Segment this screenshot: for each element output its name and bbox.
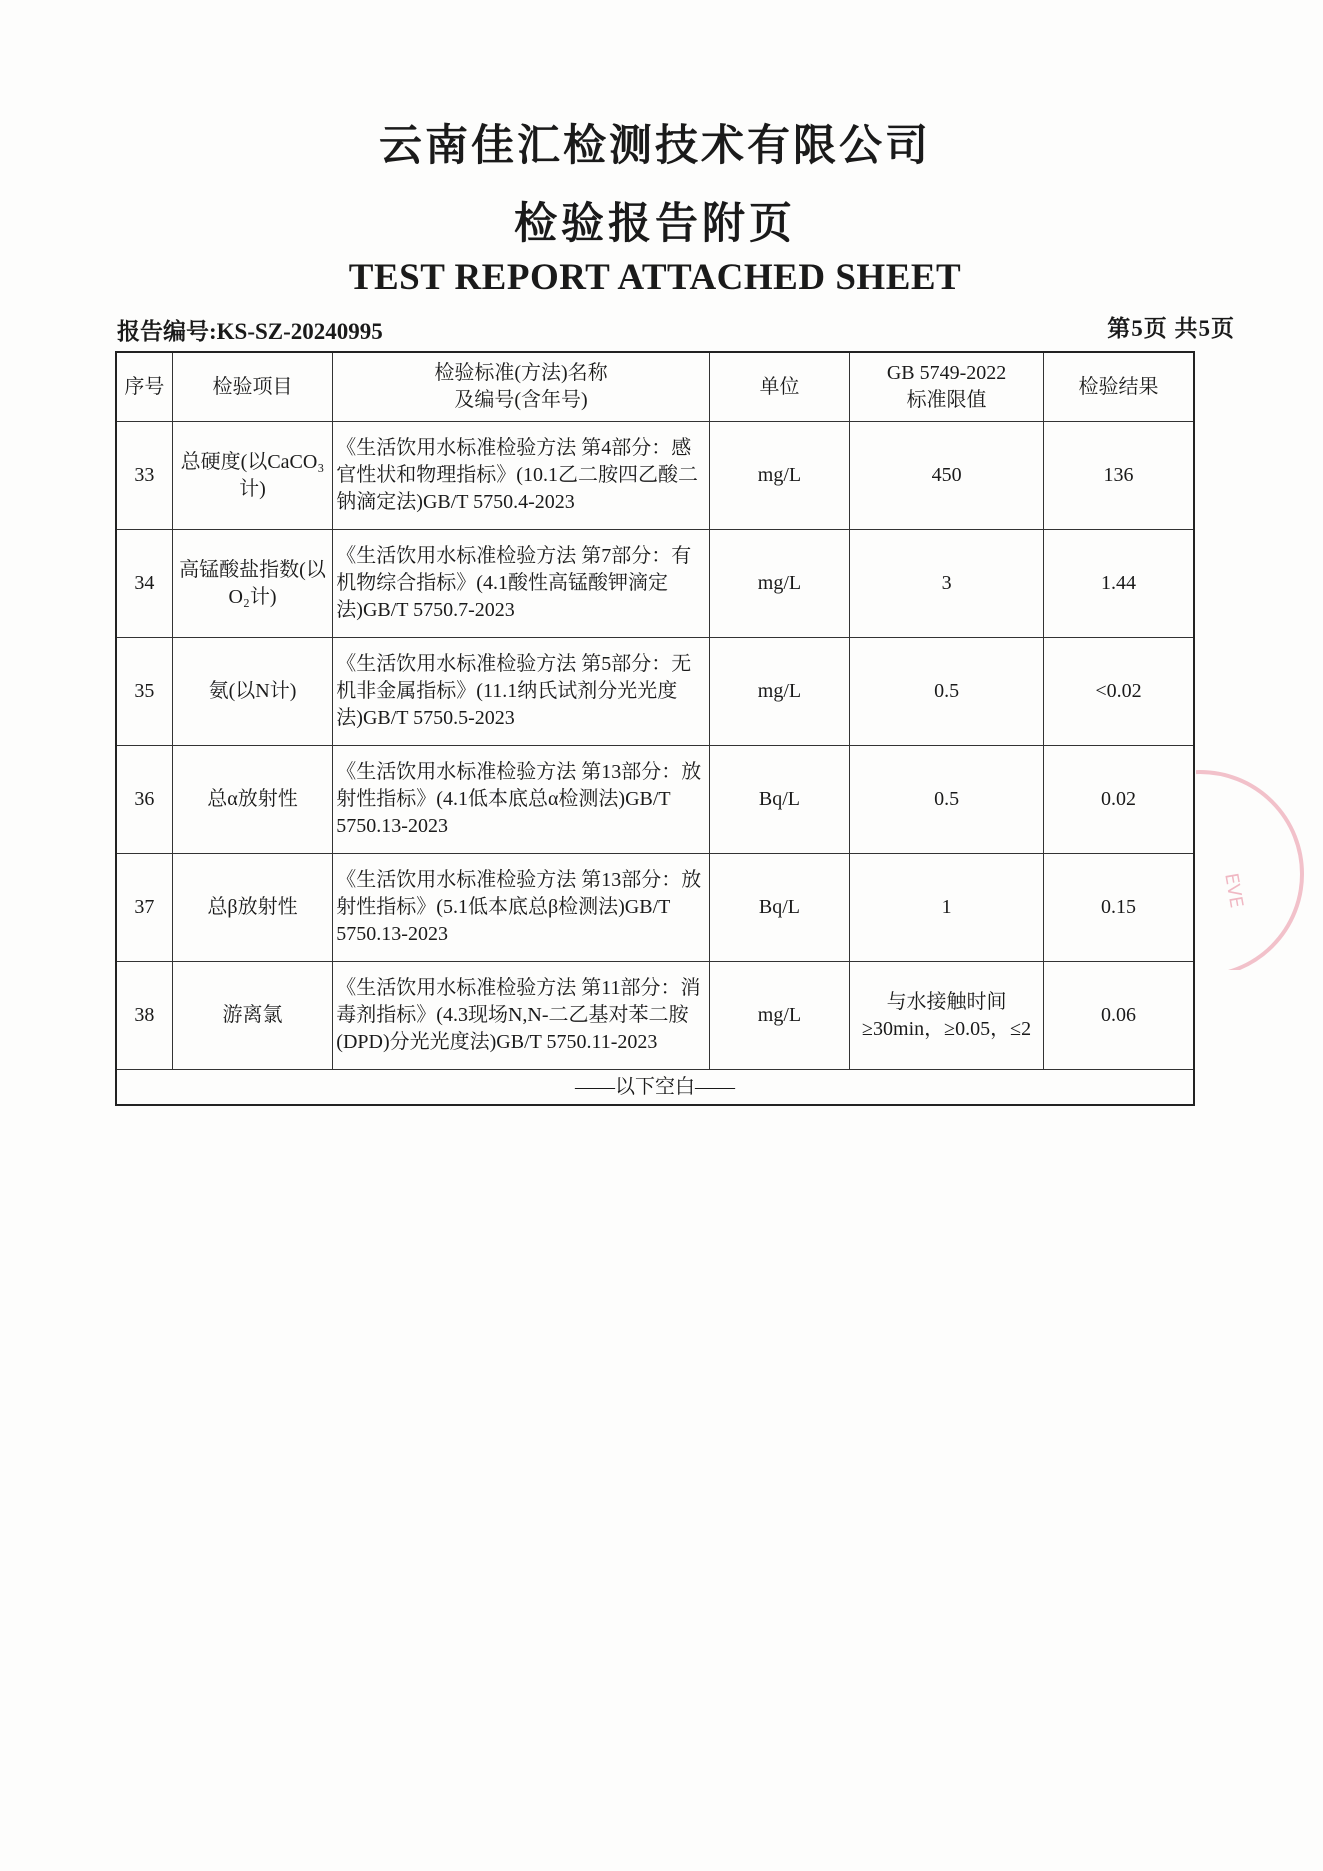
cell-result: 136 <box>1043 422 1194 530</box>
seal-text: EVE <box>1220 871 1247 910</box>
header-unit: 单位 <box>709 352 850 422</box>
cell-standard: 《生活饮用水标准检验方法 第13部分：放射性指标》(4.1低本底总α检测法)GB/T 5750.13-2023 <box>333 746 709 854</box>
page-number: 第5页 共5页 <box>1107 316 1235 341</box>
cell-unit: Bq/L <box>709 854 850 962</box>
document-title-english: TEST REPORT ATTACHED SHEET <box>348 257 962 298</box>
cell-item: 氨(以N计) <box>172 638 333 746</box>
table-row <box>116 746 1194 854</box>
cell-result: 0.02 <box>1043 746 1194 854</box>
cell-item: 总α放射性 <box>172 746 333 854</box>
seal-ring <box>1196 770 1304 970</box>
header-standard-line1: 检验标准(方法)名称 <box>434 362 608 384</box>
cell-seq: 34 <box>116 530 172 638</box>
cell-limit: 0.5 <box>850 746 1044 854</box>
cell-limit: 3 <box>850 530 1044 638</box>
table-row <box>116 530 1194 638</box>
header-result: 检验结果 <box>1043 352 1194 422</box>
cell-unit: mg/L <box>709 530 850 638</box>
cell-limit: 0.5 <box>850 638 1044 746</box>
cell-item: 总硬度(以CaCO₃计) <box>172 422 333 530</box>
header-limit-line2: 标准限值 <box>906 389 987 411</box>
table-row <box>116 638 1194 746</box>
header-standard <box>333 352 709 422</box>
table-row <box>116 962 1194 1070</box>
cell-seq: 37 <box>116 854 172 962</box>
table-row <box>116 422 1194 530</box>
table-footer-row <box>116 1070 1194 1106</box>
header-seq: 序号 <box>116 352 172 422</box>
cell-item: 游离氯 <box>172 962 333 1070</box>
results-table <box>115 351 1195 1106</box>
cell-standard: 《生活饮用水标准检验方法 第11部分：消毒剂指标》(4.3现场N,N-二乙基对苯二胺(DPD)分光光度法)GB/T 5750.11-2023 <box>333 962 709 1070</box>
header-limit-line1: GB 5749-2022 <box>886 362 1007 384</box>
cell-result: 1.44 <box>1043 530 1194 638</box>
cell-result: 0.06 <box>1043 962 1194 1070</box>
cell-item: 高锰酸盐指数(以O₂计) <box>172 530 333 638</box>
cell-result: 0.15 <box>1043 854 1194 962</box>
cell-standard: 《生活饮用水标准检验方法 第13部分：放射性指标》(5.1低本底总β检测法)GB/T 5750.13-2023 <box>333 854 709 962</box>
header-standard-line2: 及编号(含年号) <box>454 389 588 411</box>
blank-below-note: ——以下空白—— <box>116 1070 1194 1106</box>
cell-result: <0.02 <box>1043 638 1194 746</box>
cell-standard: 《生活饮用水标准检验方法 第5部分：无机非金属指标》(11.1纳氏试剂分光光度法)GB/T 5750.5-2023 <box>333 638 709 746</box>
cell-seq: 33 <box>116 422 172 530</box>
cell-limit: 450 <box>850 422 1044 530</box>
document-title: 检验报告附页 <box>514 199 796 249</box>
header-item: 检验项目 <box>172 352 333 422</box>
company-name: 云南佳汇检测技术有限公司 <box>379 121 931 171</box>
cell-item: 总β放射性 <box>172 854 333 962</box>
cell-unit: Bq/L <box>709 746 850 854</box>
cell-limit: 1 <box>850 854 1044 962</box>
cell-standard: 《生活饮用水标准检验方法 第4部分：感官性状和物理指标》(10.1乙二胺四乙酸二钠滴定法)GB/T 5750.4-2023 <box>333 422 709 530</box>
report-number: 报告编号:KS-SZ-20240995 <box>117 319 383 344</box>
cell-standard: 《生活饮用水标准检验方法 第7部分：有机物综合指标》(4.1酸性高锰酸钾滴定法)GB/T 5750.7-2023 <box>333 530 709 638</box>
cell-unit: mg/L <box>709 638 850 746</box>
cell-seq: 35 <box>116 638 172 746</box>
official-seal <box>1196 770 1306 970</box>
cell-seq: 36 <box>116 746 172 854</box>
cell-seq: 38 <box>116 962 172 1070</box>
table-row <box>116 854 1194 962</box>
cell-unit: mg/L <box>709 422 850 530</box>
cell-limit: 与水接触时间≥30min，≥0.05，≤2 <box>850 962 1044 1070</box>
table-header-row <box>116 352 1194 422</box>
header-limit <box>850 352 1044 422</box>
cell-unit: mg/L <box>709 962 850 1070</box>
